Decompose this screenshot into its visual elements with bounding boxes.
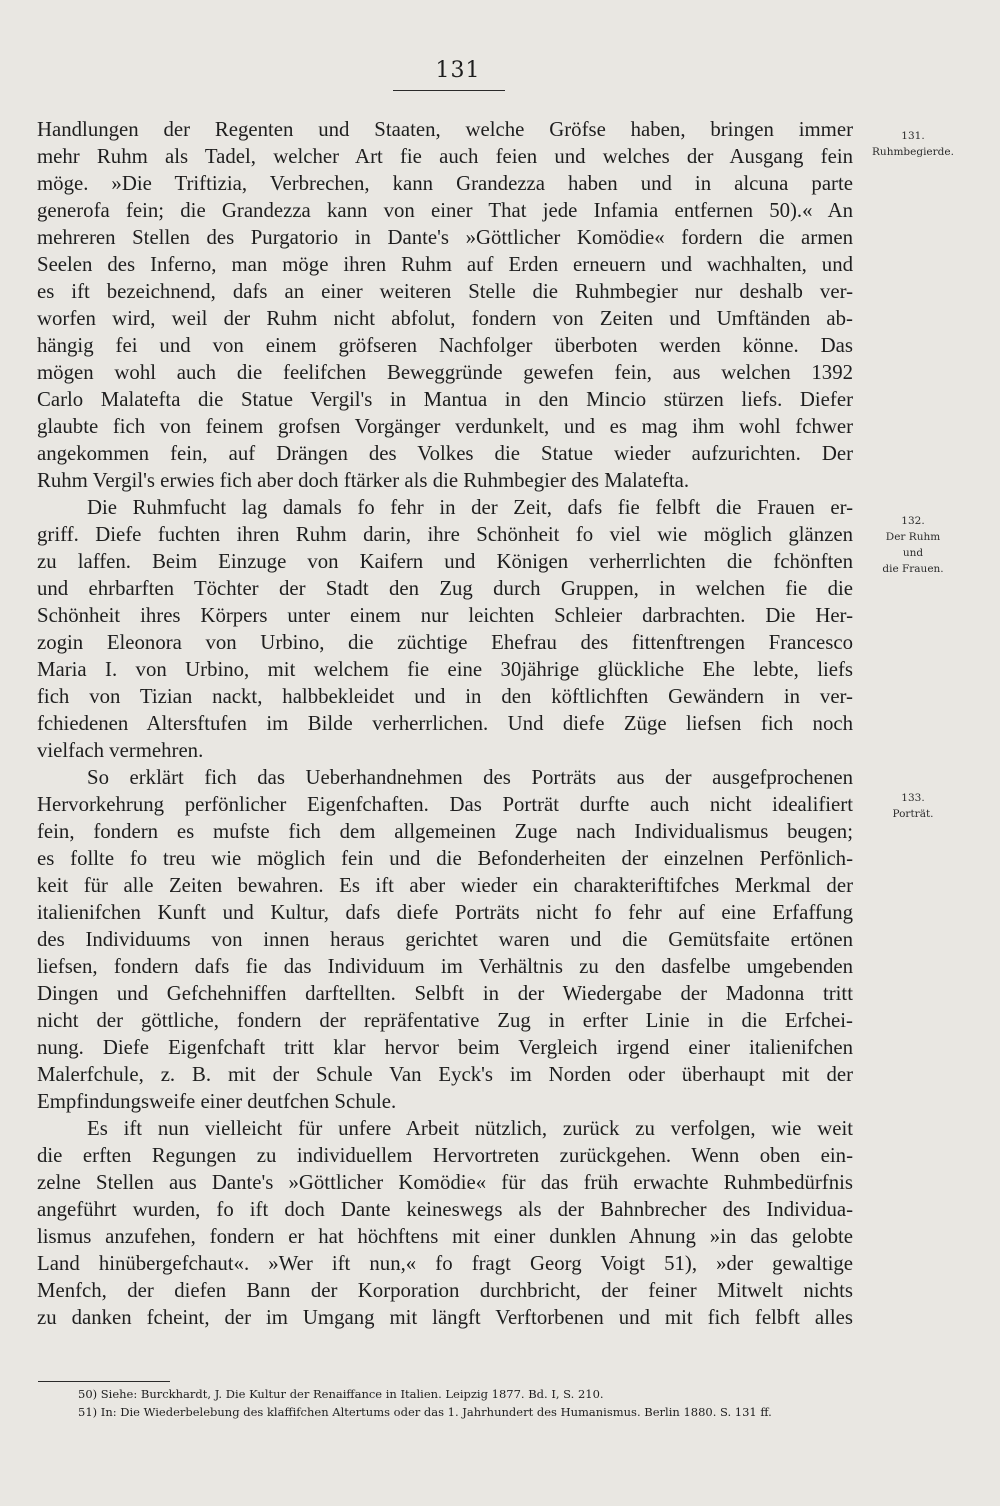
text-line: worfen wird, weil der Ruhm nicht abfolut, fondern von Zeiten und Umftänden ab- — [37, 307, 853, 330]
text-line: zelne Stellen aus Dante's »Göttlicher Komödie« für das früh erwachte Ruhmbedürfnis — [37, 1171, 853, 1194]
body-text — [37, 116, 853, 1331]
text-line: Malerfchule, z. B. mit der Schule Van Eyck's im Norden oder überhaupt mit der — [37, 1063, 853, 1086]
text-line: mehr Ruhm als Tadel, welcher Art fie auch feien und welches der Ausgang fein — [37, 145, 853, 168]
margin-note-label: Ruhmbegierde. — [872, 146, 954, 158]
text-line: Menfch, der diefen Bann der Korporation durchbricht, der feiner Mitwelt nichts — [37, 1279, 853, 1302]
text-line: zu laffen. Beim Einzuge von Kaifern und Königen verherrlichten die fchönften — [37, 550, 853, 573]
margin-note-label: die Frauen. — [882, 563, 944, 575]
text-line: Die Ruhmfucht lag damals fo fehr in der Zeit, dafs fie felbft die Frauen er- — [87, 496, 853, 519]
text-line: Carlo Malatefta die Statue Vergil's in Mantua in den Mincio stürzen liefs. Diefer — [37, 388, 853, 411]
text-line: vielfach vermehren. — [37, 739, 204, 762]
margin-note-number: 131. — [901, 130, 925, 142]
text-line: liefsen, fondern dafs fie das Individuum im Verhältnis zu den dasfelbe umgebenden — [37, 955, 853, 978]
margin-note-label: Der Ruhm — [885, 531, 941, 543]
text-line: griff. Diefe fuchten ihren Ruhm darin, ihre Schönheit fo viel wie möglich glänzen — [37, 523, 853, 546]
text-line: Hervorkehrung perfönlicher Eigenfchaften. Das Porträt durfte auch nicht idealifiert — [37, 793, 853, 816]
text-line: fich von Tizian nackt, halbbekleidet und in den köftlichften Gewändern in ver- — [37, 685, 853, 708]
header-rule — [393, 90, 505, 91]
text-line: nicht der göttliche, fondern der repräfentative Zug in erfter Linie in die Erfchei- — [37, 1009, 853, 1032]
footnote-51: 51) In: Die Wiederbelebung des klaffifchen Altertums oder das 1. Jahrhundert des Humanismus. Berlin 1880. S. 131 ff. — [78, 1405, 772, 1419]
text-line: es follte fo treu wie möglich fein und die Befonderheiten der einzelnen Perfönlich- — [37, 847, 853, 870]
text-line: Ruhm Vergil's erwies fich aber doch ftärker als die Ruhmbegier des Malatefta. — [37, 469, 690, 492]
text-line: mögen wohl auch die feelifchen Beweggründe gewefen fein, aus welchen 1392 — [37, 361, 853, 384]
text-line: angeführt wurden, fo ift doch Dante keineswegs als der Bahnbrecher des Individua- — [37, 1198, 853, 1221]
text-line: des Individuums von innen heraus gerichtet waren und die Gemütsfaite ertönen — [37, 928, 853, 951]
footnote-rule — [38, 1381, 170, 1382]
text-line: glaubte fich von feinem grofsen Vorgänger verdunkelt, und es mag ihm wohl fchwer — [37, 415, 853, 438]
text-line: generofa fein; die Grandezza kann von einer That jede Infamia entfernen 50).« An — [37, 199, 853, 222]
text-line: Empfindungsweife einer deutfchen Schule. — [37, 1090, 397, 1113]
text-line: möge. »Die Triftizia, Verbrechen, kann Grandezza haben und in alcuna parte — [37, 172, 853, 195]
text-line: lismus anzufehen, fondern er hat höchftens mit einer dunklen Ahnung »in das gelobte — [37, 1225, 853, 1248]
text-line: italienifchen Kunft und Kultur, dafs diefe Porträts nicht fo fehr auf eine Erfaffung — [37, 901, 853, 924]
text-line: mehreren Stellen des Purgatorio in Dante's »Göttlicher Komödie« fordern die armen — [37, 226, 853, 249]
text-line: zu danken fcheint, der im Umgang mit längft Verftorbenen und mit fich felbft alles — [37, 1306, 853, 1329]
text-line: fchiedenen Altersftufen im Bilde verherrlichen. Und diefe Züge liefsen fich noch — [37, 712, 853, 735]
margin-note-portraet — [858, 790, 968, 822]
margin-note-ruhm-und-frauen — [858, 513, 968, 577]
margin-note-number: 133. — [901, 792, 925, 804]
margin-note-label: und — [902, 547, 924, 559]
text-line: angekommen fein, auf Drängen des Volkes die Statue wieder aufzurichten. Der — [37, 442, 853, 465]
text-line: Handlungen der Regenten und Staaten, welche Gröfse haben, bringen immer — [37, 118, 853, 141]
text-line: So erklärt fich das Ueberhandnehmen des Porträts aus der ausgefprochenen — [87, 766, 853, 789]
text-line: nung. Diefe Eigenfchaft tritt klar hervor beim Vergleich irgend einer italienifchen — [37, 1036, 853, 1059]
text-line: die erften Regungen zu individuellem Hervortreten zurückgehen. Wenn oben ein- — [37, 1144, 853, 1167]
text-line: fein, fondern es mufste fich dem allgemeinen Zuge nach Individualismus beugen; — [37, 820, 853, 843]
margin-note-number: 132. — [901, 515, 925, 527]
text-line: Es ift nun vielleicht für unfere Arbeit nützlich, zurück zu verfolgen, wie weit — [87, 1117, 853, 1140]
text-line: und ehrbarften Töchter der Stadt den Zug durch Gruppen, in welchen fie die — [37, 577, 853, 600]
text-line: keit für alle Zeiten bewahren. Es ift aber wieder ein charakteriftifches Merkmal der — [37, 874, 853, 897]
margin-note-ruhmbegierde — [858, 128, 968, 160]
text-line: Seelen des Inferno, man möge ihren Ruhm auf Erden erneuern und wachhalten, und — [37, 253, 853, 276]
text-line: Dingen und Gefchehniffen darftellten. Selbft in der Wiedergabe der Madonna tritt — [37, 982, 853, 1005]
text-line: zogin Eleonora von Urbino, die züchtige Ehefrau des fittenftrengen Francesco — [37, 631, 853, 654]
page-number: 131 — [435, 58, 481, 83]
footnotes — [78, 1385, 878, 1421]
footnote-50: 50) Siehe: Burckhardt, J. Die Kultur der Renaiffance in Italien. Leipzig 1877. Bd. I, S. 210. — [78, 1387, 604, 1401]
text-line: hängig fei und von einem gröfseren Nachfolger überboten werden könne. Das — [37, 334, 853, 357]
text-line: Schönheit ihres Körpers unter einem nur leichten Schleier darbrachten. Die Her- — [37, 604, 853, 627]
text-line: es ift bezeichnend, dafs an einer weiteren Stelle die Ruhmbegier nur deshalb ver- — [37, 280, 853, 303]
text-line: Land hinübergefchaut«. »Wer ift nun,« fo fragt Georg Voigt 51), »der gewaltige — [37, 1252, 853, 1275]
text-line: Maria I. von Urbino, mit welchem fie eine 30jährige glückliche Ehe lebte, liefs — [37, 658, 853, 681]
margin-note-label: Porträt. — [892, 808, 934, 820]
